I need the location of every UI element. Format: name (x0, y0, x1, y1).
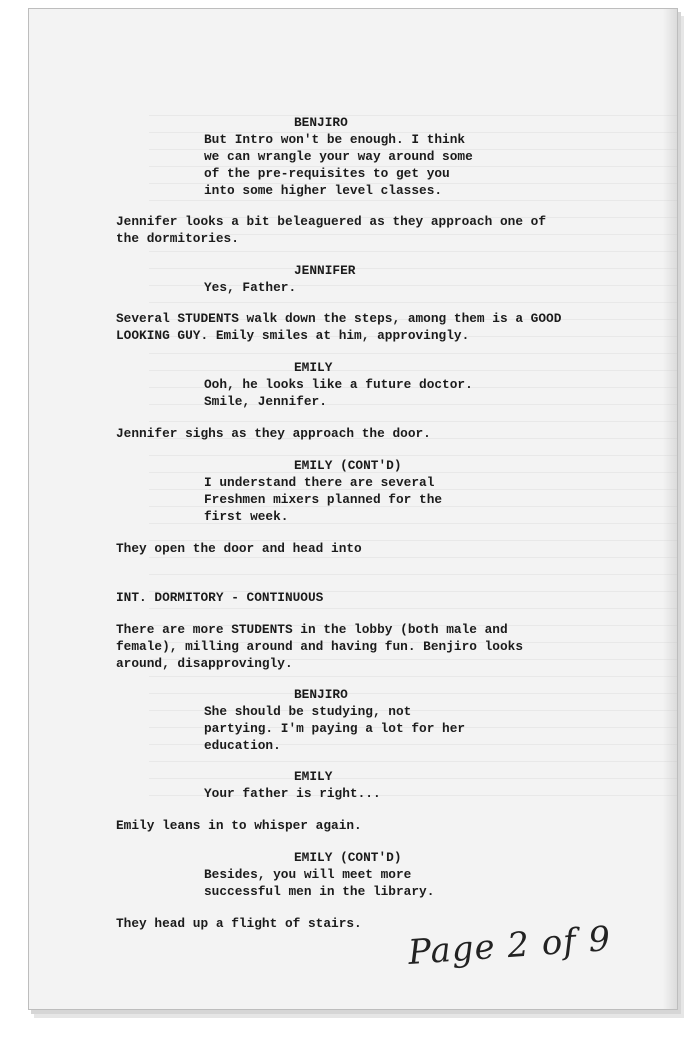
dialogue-line: first week. (204, 509, 289, 524)
handwritten-page-number: Page 2 of 9 (406, 918, 613, 974)
action-line: Jennifer sighs as they approach the door. (116, 426, 431, 441)
dialogue-line: Smile, Jennifer. (204, 394, 327, 409)
dialogue-line: Freshmen mixers planned for the (204, 492, 443, 507)
scene-heading: INT. DORMITORY - CONTINUOUS (116, 590, 324, 605)
dialogue-line: of the pre-requisites to get you (204, 166, 450, 181)
dialogue-line: Besides, you will meet more (204, 867, 412, 882)
dialogue-line: successful men in the library. (204, 884, 435, 899)
dialogue-line: Yes, Father. (204, 280, 297, 295)
character-name: EMILY (CONT'D) (294, 850, 402, 865)
action-line: female), milling around and having fun. Benjiro looks (116, 639, 524, 654)
action-line: the dormitories. (116, 231, 239, 246)
action-line: They head up a flight of stairs. (116, 916, 362, 931)
character-name: EMILY (294, 360, 333, 375)
dialogue-line: education. (204, 738, 281, 753)
action-line: Jennifer looks a bit beleaguered as they approach one of (116, 214, 547, 229)
action-line: around, disapprovingly. (116, 656, 293, 671)
character-name: BENJIRO (294, 115, 348, 130)
character-name: BENJIRO (294, 687, 348, 702)
action-line: Several STUDENTS walk down the steps, among them is a GOOD (116, 311, 562, 326)
dialogue-line: I understand there are several (204, 475, 435, 490)
dialogue-line: into some higher level classes. (204, 183, 443, 198)
action-line: They open the door and head into (116, 541, 362, 556)
character-name: JENNIFER (294, 263, 356, 278)
dialogue-line: partying. I'm paying a lot for her (204, 721, 466, 736)
dialogue-line: Your father is right... (204, 786, 381, 801)
character-name: EMILY (CONT'D) (294, 458, 402, 473)
dialogue-line: She should be studying, not (204, 704, 412, 719)
dialogue-line: Ooh, he looks like a future doctor. (204, 377, 473, 392)
dialogue-line: But Intro won't be enough. I think (204, 132, 466, 147)
character-name: EMILY (294, 769, 333, 784)
dialogue-line: we can wrangle your way around some (204, 149, 473, 164)
show-through-text (149, 99, 678, 799)
action-line: LOOKING GUY. Emily smiles at him, approvingly. (116, 328, 470, 343)
action-line: There are more STUDENTS in the lobby (both male and (116, 622, 508, 637)
action-line: Emily leans in to whisper again. (116, 818, 362, 833)
